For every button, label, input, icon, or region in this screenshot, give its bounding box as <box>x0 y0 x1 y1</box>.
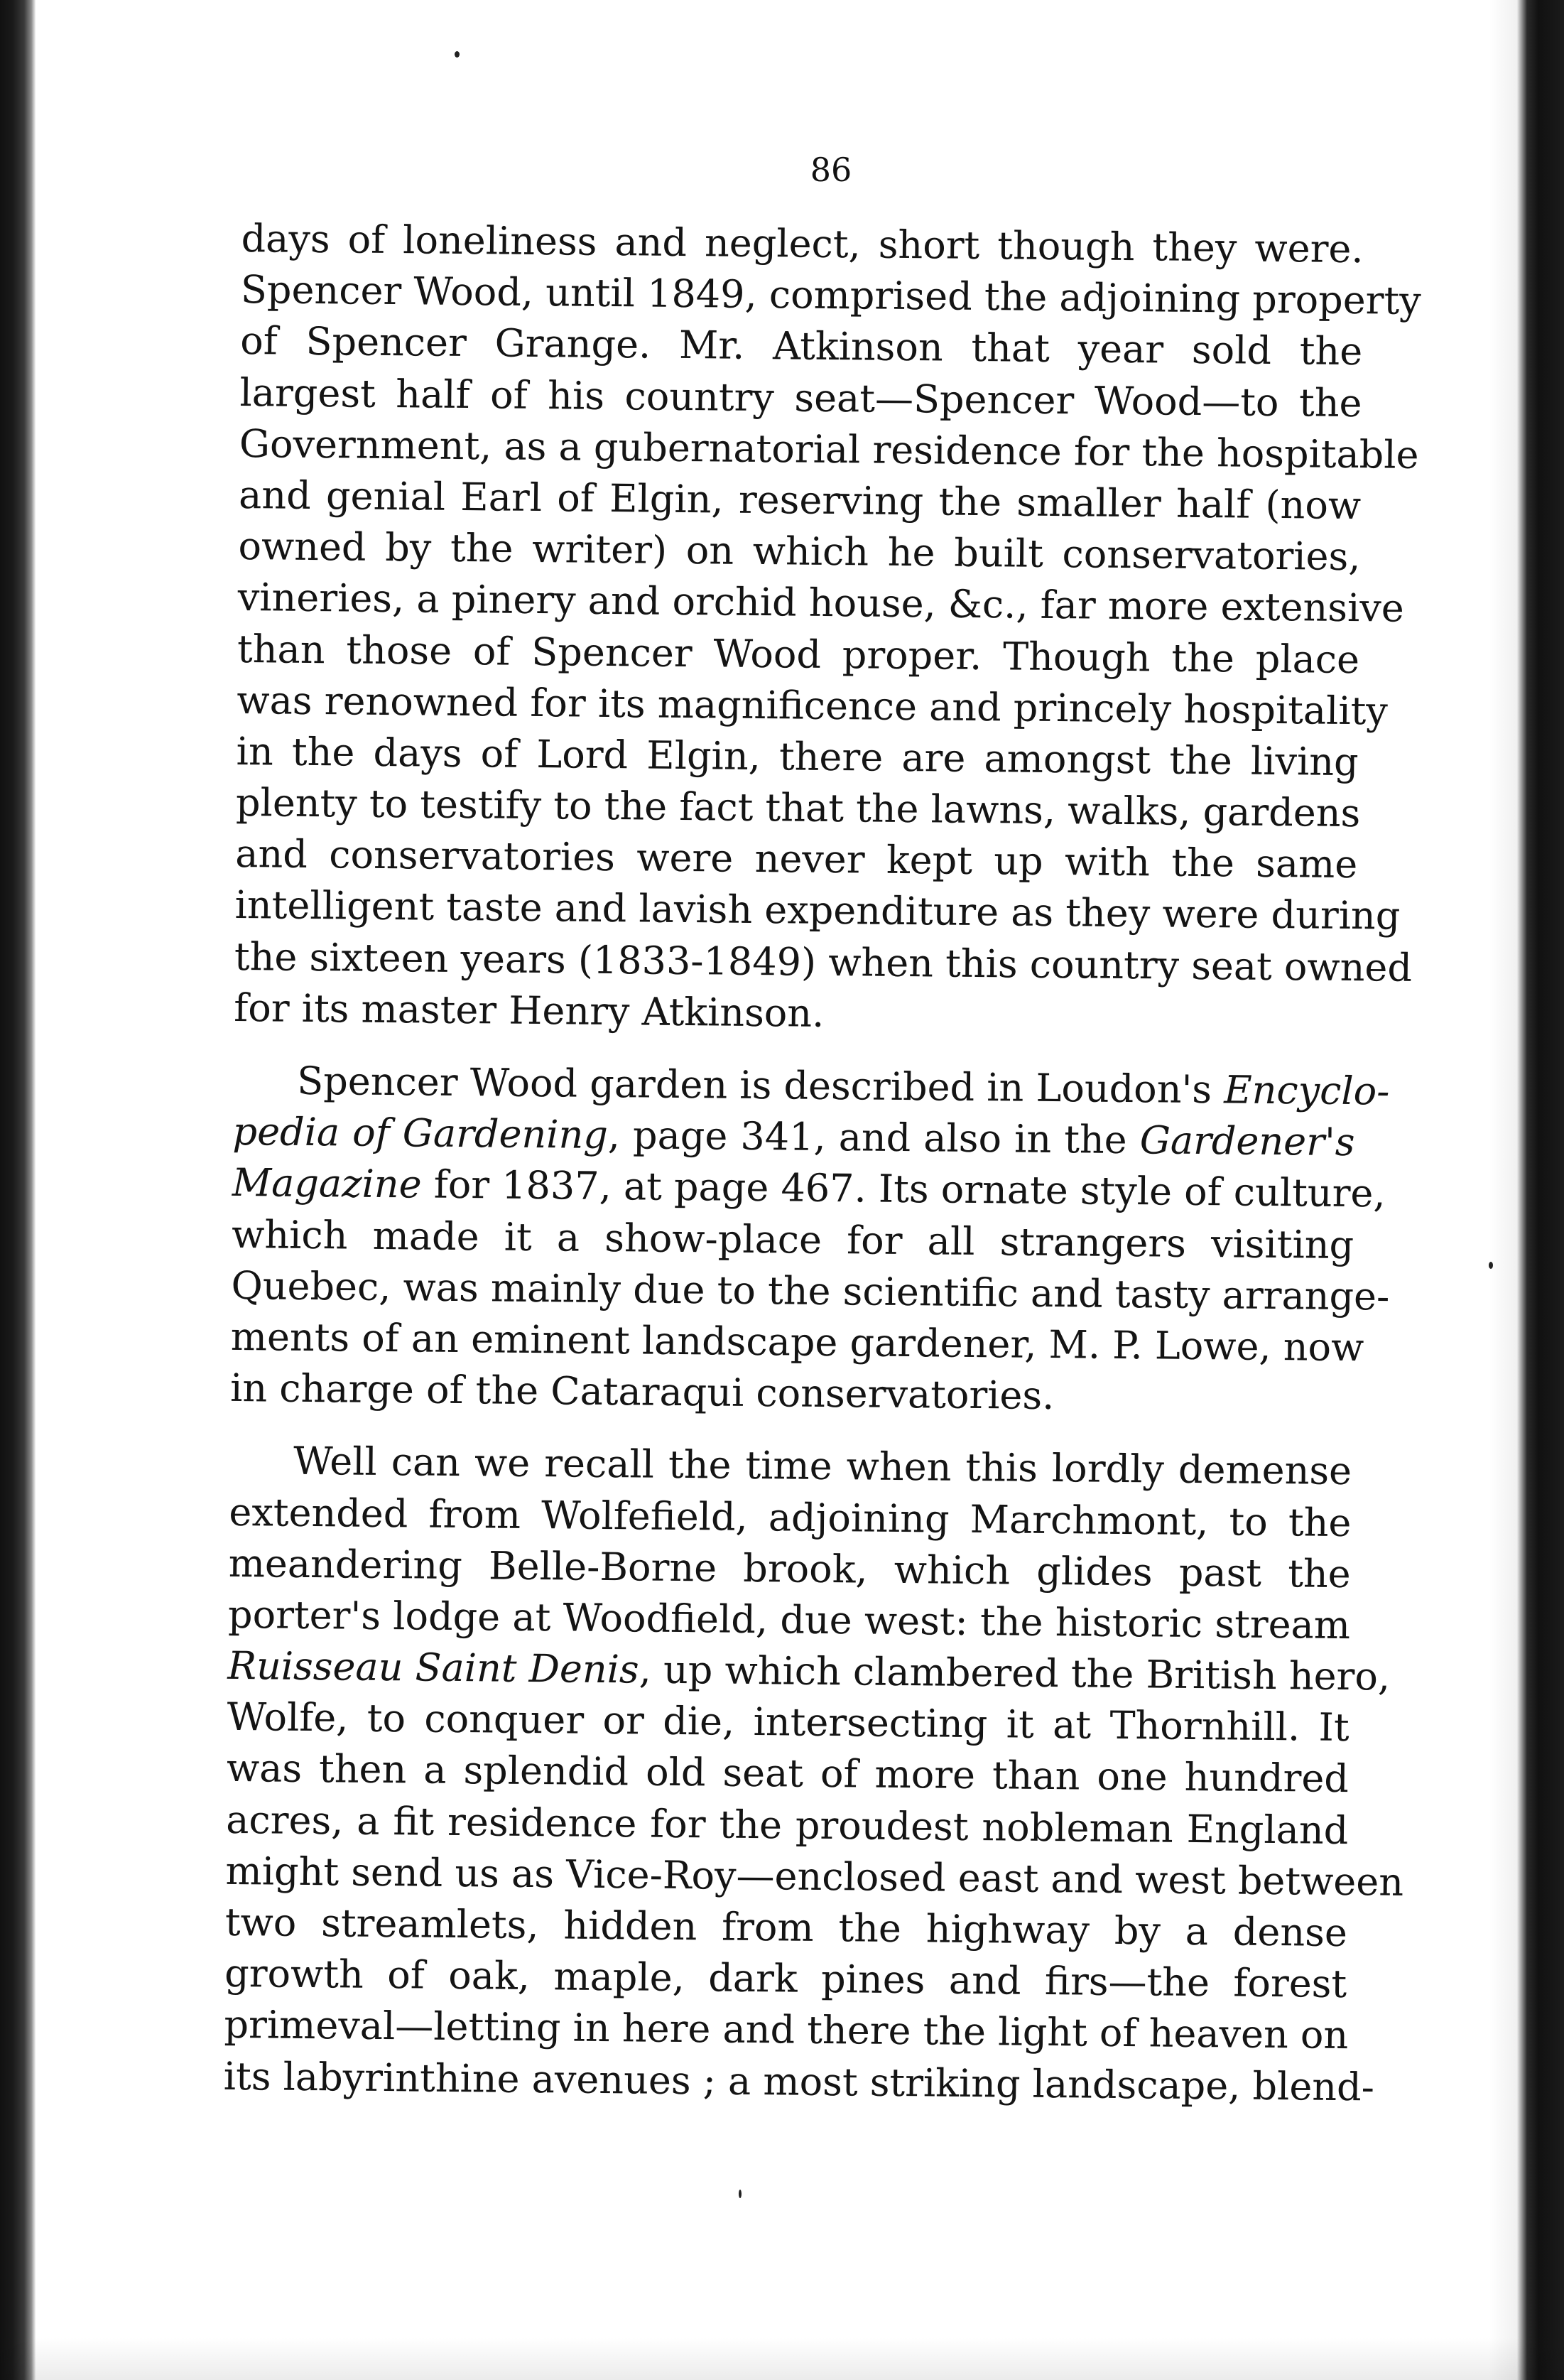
text-line: of Spencer Grange. Mr. Atkinson that year sold the <box>239 318 1363 374</box>
text-line: Well can we recall the time when this lordly demense <box>293 1439 1352 1494</box>
text-line: two streamlets, hidden from the highway by a dense <box>224 1899 1348 1956</box>
text-run: , up which clambered the British hero, <box>639 1647 1391 1699</box>
text-line: and genial Earl of Elgin, reserving the smaller half (now <box>238 472 1362 529</box>
text-line: extended from Wolfefield, adjoining Marchmont, to the <box>229 1489 1352 1545</box>
text-line: largest half of his country seat—Spencer Wood—to the <box>239 369 1362 426</box>
paragraph-1 <box>233 213 1422 1044</box>
text-line: acres, a fit residence for the proudest nobleman England <box>225 1797 1349 1853</box>
text-line: owned by the writer) on which he built conservatories, <box>238 524 1361 580</box>
scan-speck <box>739 2190 742 2198</box>
text-line: and conservatories were never kept up with the same <box>235 831 1358 887</box>
scan-speck <box>455 51 460 58</box>
page-spine-edge <box>0 0 36 2380</box>
scan-speck <box>1489 1262 1493 1269</box>
text-run: Spencer Wood garden is described in Loudon's <box>296 1058 1224 1113</box>
page-shading <box>1489 0 1517 2380</box>
text-line: meandering Belle-Borne brook, which glides past the <box>228 1540 1351 1596</box>
text-line: which made it a show-place for all strangers visiting <box>231 1211 1354 1267</box>
italic-title: Gardener's <box>1139 1118 1355 1165</box>
text-line: the sixteen years (1833-1849) when this country seat owned <box>234 934 1413 990</box>
text-line: Wolfe, to conquer or die, intersecting it at Thornhill. It <box>227 1694 1350 1751</box>
text-line: Government, as a gubernatorial residence for the hospitable <box>239 421 1419 477</box>
text-line: ments of an eminent landscape gardener, M. P. Lowe, now <box>230 1314 1364 1370</box>
page-number: 86 <box>810 151 852 189</box>
text-line: intelligent taste and lavish expenditure as they were during <box>234 882 1401 939</box>
text-line: was then a splendid old seat of more than one hundred <box>226 1746 1350 1802</box>
text-line: growth of oak, maple, dark pines and firs—the forest <box>224 1951 1347 2007</box>
body-text <box>223 213 1422 2113</box>
page-bottom-shading <box>0 2337 1564 2380</box>
text-line: primeval—letting in here and there the light of heaven on <box>224 2002 1349 2058</box>
italic-title: Magazine <box>232 1160 422 1207</box>
italic-title: Encyclo- <box>1223 1067 1390 1114</box>
page-right-edge <box>1517 0 1564 2380</box>
text-line: in the days of Lord Elgin, there are amongst the living <box>236 728 1359 785</box>
italic-place-name: Ruisseau Saint Denis <box>227 1643 639 1692</box>
text-line: Spencer Wood, until 1849, comprised the adjoining property <box>240 267 1422 324</box>
text-line: its labyrinthine avenues ; a most striking landscape, blend- <box>223 2053 1375 2109</box>
text-line: was renowned for its magnificence and princely hospitality <box>237 677 1389 734</box>
paragraph-2 <box>229 1055 1390 1424</box>
text-line: Quebec, was mainly due to the scientific and tasty arrange- <box>231 1262 1390 1319</box>
text-line: vineries, a pinery and orchid house, &c., far more extensive <box>237 575 1405 632</box>
text-line: for its master Henry Atkinson. <box>233 985 825 1036</box>
text-line: porter's lodge at Woodfield, due west: the historic stream <box>227 1591 1351 1648</box>
italic-title: pedia of Gardening <box>232 1109 609 1158</box>
text-line: might send us as Vice-Roy—enclosed east and west between <box>225 1848 1404 1905</box>
text-line: in charge of the Cataraqui conservatories. <box>229 1365 1055 1419</box>
text-line: plenty to testify to the fact that the lawns, walks, gardens <box>235 780 1361 836</box>
text-line: days of loneliness and neglect, short though they were. <box>241 215 1364 272</box>
text-run: for 1837, at page 467. Its ornate style of culture, <box>421 1162 1386 1216</box>
paragraph-3 <box>223 1435 1404 2113</box>
text-line: than those of Spencer Wood proper. Though the place <box>237 626 1360 682</box>
text-run: , page 341, and also in the <box>607 1113 1141 1163</box>
